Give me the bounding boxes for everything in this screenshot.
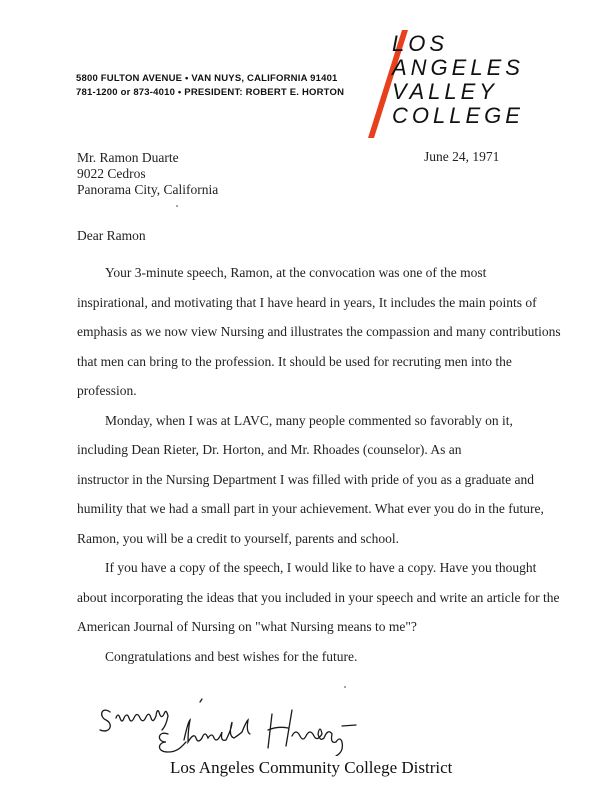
body-line: American Journal of Nursing on "what Nursing means to me"?: [77, 619, 417, 634]
district-name: Los Angeles Community College District: [170, 758, 453, 777]
body-line: Monday, when I was at LAVC, many people commented so favorably on it,: [105, 412, 513, 428]
recipient-address: [77, 150, 218, 198]
body-line: about incorporating the ideas that you included in your speech and write an article for the: [77, 589, 560, 605]
logo-line: COLLEGE: [392, 103, 524, 128]
paper-speck: [176, 205, 178, 207]
body-line: that men can bring to the profession. It should be used for recruting men into the: [77, 353, 512, 369]
logo-line: ANGELES: [392, 55, 524, 80]
body-line: emphasis as we now view Nursing and illustrates the compassion and many contributions: [77, 324, 561, 339]
address-line-1: 5800 FULTON AVENUE • VAN NUYS, CALIFORNIA 91401: [76, 73, 338, 84]
address-line-2: 781-1200 or 873-4010 • PRESIDENT: ROBERT E. HORTON: [76, 87, 345, 98]
recipient-name: Mr. Ramon Duarte: [77, 150, 179, 165]
body-line: humility that we had a small part in your achievement. What ever you do in the future,: [77, 501, 544, 516]
logo-line: VALLEY: [392, 79, 498, 104]
closing-line: Congratulations and best wishes for the future.: [105, 648, 358, 664]
body-line: including Dean Rieter, Dr. Horton, and Mr. Rhoades (counselor). As an: [77, 442, 462, 457]
body-line: instructor in the Nursing Department I was filled with pride of you as a graduate and: [77, 471, 534, 487]
body-line: If you have a copy of the speech, I would like to have a copy. Have you thought: [105, 560, 537, 575]
body-line: inspirational, and motivating that I have heard in years, It includes the main points of: [77, 294, 537, 310]
salutation: Dear Ramon: [77, 228, 146, 243]
paper-speck: [344, 686, 346, 688]
letter-date: June 24, 1971: [424, 149, 500, 164]
letterhead-address: [76, 72, 344, 100]
college-logo: [392, 32, 524, 128]
recipient-street: 9022 Cedros: [77, 166, 146, 181]
logo-line: LOS: [392, 31, 449, 56]
recipient-city: Panorama City, California: [77, 182, 219, 197]
body-line: profession.: [77, 383, 137, 398]
body-line: Your 3-minute speech, Ramon, at the convocation was one of the most: [105, 265, 487, 280]
handwritten-signature: [96, 696, 416, 756]
body-line: Ramon, you will be a credit to yourself, parents and school.: [77, 530, 400, 546]
letter-body: [77, 258, 561, 671]
